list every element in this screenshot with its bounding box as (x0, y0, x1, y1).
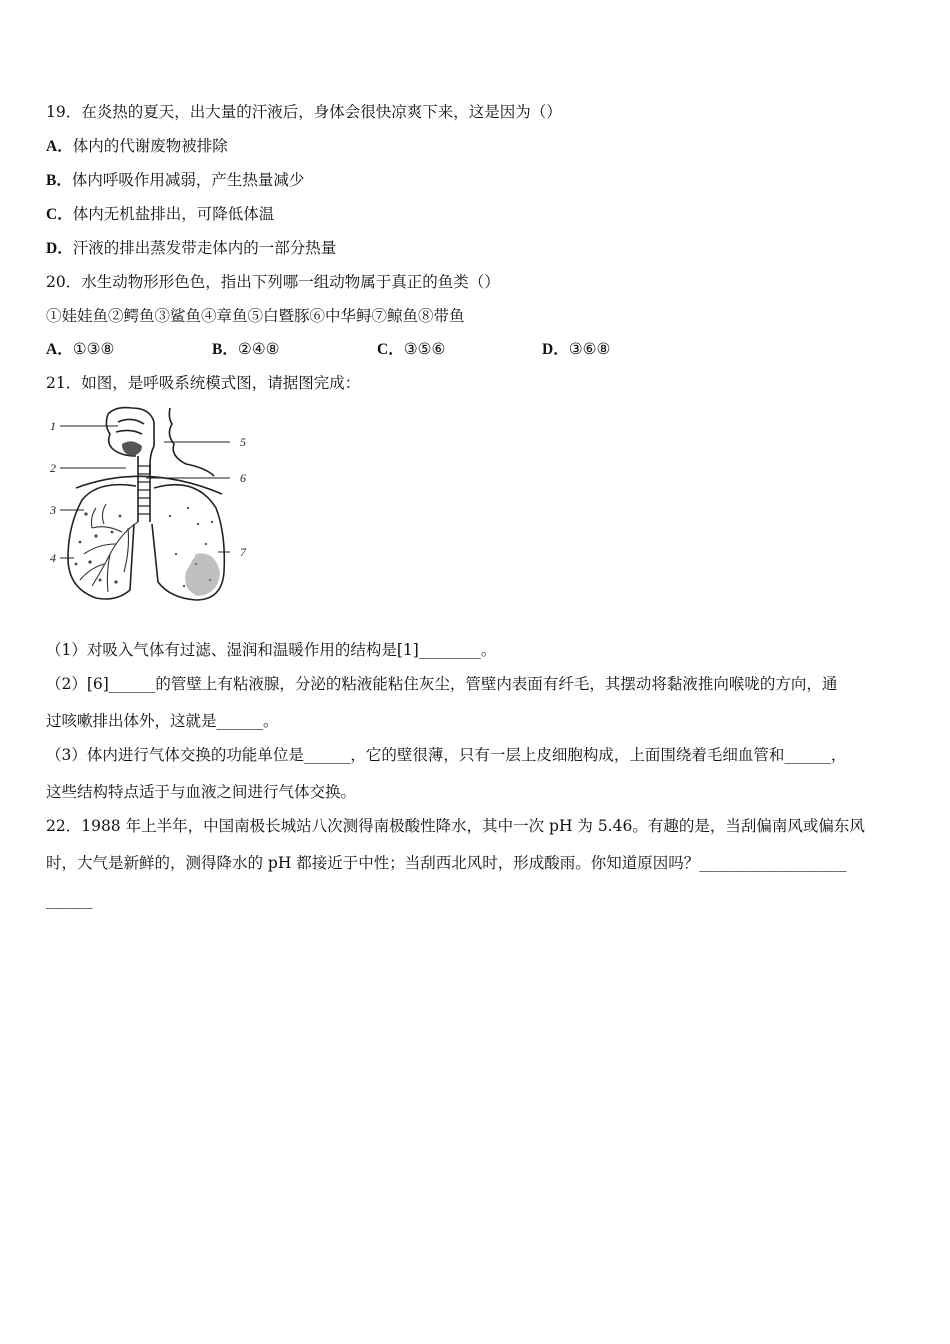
option-text: ③⑥⑧ (568, 340, 611, 358)
q20-stem: 20．水生动物形形色色，指出下列哪一组动物属于真正的鱼类（） (46, 273, 500, 291)
figure-label-6: 6 (240, 471, 246, 485)
option-label: D． (46, 240, 73, 257)
q22-answer-blank: ______ (46, 891, 93, 909)
option-label: C． (46, 206, 73, 223)
q22-line2: 时，大气是新鲜的，测得降水的 pH 都接近于中性；当刮西北风时，形成酸雨。你知道原因吗？___________________ (46, 854, 847, 872)
option-label: B． (46, 172, 72, 189)
q19-option-c (46, 204, 274, 225)
option-label: C． (377, 341, 404, 358)
option-text: 体内呼吸作用减弱，产生热量减少 (71, 171, 305, 189)
option-text: 体内的代谢废物被排除 (72, 137, 228, 155)
q22-line1: 22．1988 年上半年，中国南极长城站八次测得南极酸性降水，其中一次 pH 为 5.46。有趣的是，当刮偏南风或偏东风 (46, 817, 865, 835)
option-label: D． (542, 341, 569, 358)
q19-option-b (46, 170, 304, 191)
figure-label-7: 7 (240, 545, 246, 559)
q20-option-c (377, 339, 445, 360)
option-text: ③⑤⑥ (403, 340, 446, 358)
figure-label-2: 2 (50, 461, 56, 475)
q20-option-d (542, 339, 610, 360)
q19-option-a (46, 136, 228, 157)
q21-sub2-line2: 过咳嗽排出体外，这就是______。 (46, 712, 279, 730)
q19-stem: 19．在炎热的夏天，出大量的汗液后，身体会很快凉爽下来，这是因为（） (46, 103, 562, 121)
option-text: 体内无机盐排出，可降低体温 (72, 205, 275, 223)
q21-sub3-line1: （3）体内进行气体交换的功能单位是______，它的壁很薄，只有一层上皮细胞构成，上面围绕着毛细血管和______， (46, 746, 847, 764)
q19-option-d (46, 238, 336, 259)
q20-option-b (212, 339, 280, 360)
figure-label-3: 3 (50, 503, 56, 517)
respiratory-system-diagram (46, 404, 256, 604)
q20-animal-list: ①娃娃鱼②鳄鱼③鲨鱼④章鱼⑤白暨豚⑥中华鲟⑦鲸鱼⑧带鱼 (46, 307, 465, 325)
option-text: 汗液的排出蒸发带走体内的一部分热量 (72, 239, 337, 257)
option-text: ②④⑧ (237, 340, 280, 358)
option-text: ①③⑧ (72, 340, 115, 358)
figure-label-1: 1 (50, 419, 56, 433)
nasal-cavity-line-2 (116, 430, 142, 434)
q20-options-row (46, 339, 906, 359)
q21-sub1: （1）对吸入气体有过滤、湿润和温暖作用的结构是[1]________。 (46, 641, 497, 659)
q21-stem: 21．如图，是呼吸系统模式图，请据图完成： (46, 374, 361, 392)
q21-sub2-line1: （2）[6]______的管壁上有粘液腺，分泌的粘液能粘住灰尘，管壁内表面有纤毛，其摆动将黏液推向喉咙的方向，通 (46, 675, 838, 693)
q20-option-a (46, 339, 114, 360)
trachea-rings (138, 466, 150, 514)
option-label: B． (212, 341, 238, 358)
lung-shading (185, 553, 220, 596)
figure-label-4: 4 (50, 551, 56, 565)
head-outline (108, 408, 154, 474)
left-lung-outline (68, 485, 136, 599)
option-label: A． (46, 138, 73, 155)
figure-label-5: 5 (240, 435, 246, 449)
bronchial-tree (80, 504, 138, 592)
pointer-lines (60, 426, 230, 558)
q21-sub3-line2: 这些结构特点适于与血液之间进行气体交换。 (46, 783, 357, 801)
option-label: A． (46, 341, 73, 358)
pharynx-fill (122, 441, 142, 456)
nasal-cavity-line (118, 419, 144, 424)
